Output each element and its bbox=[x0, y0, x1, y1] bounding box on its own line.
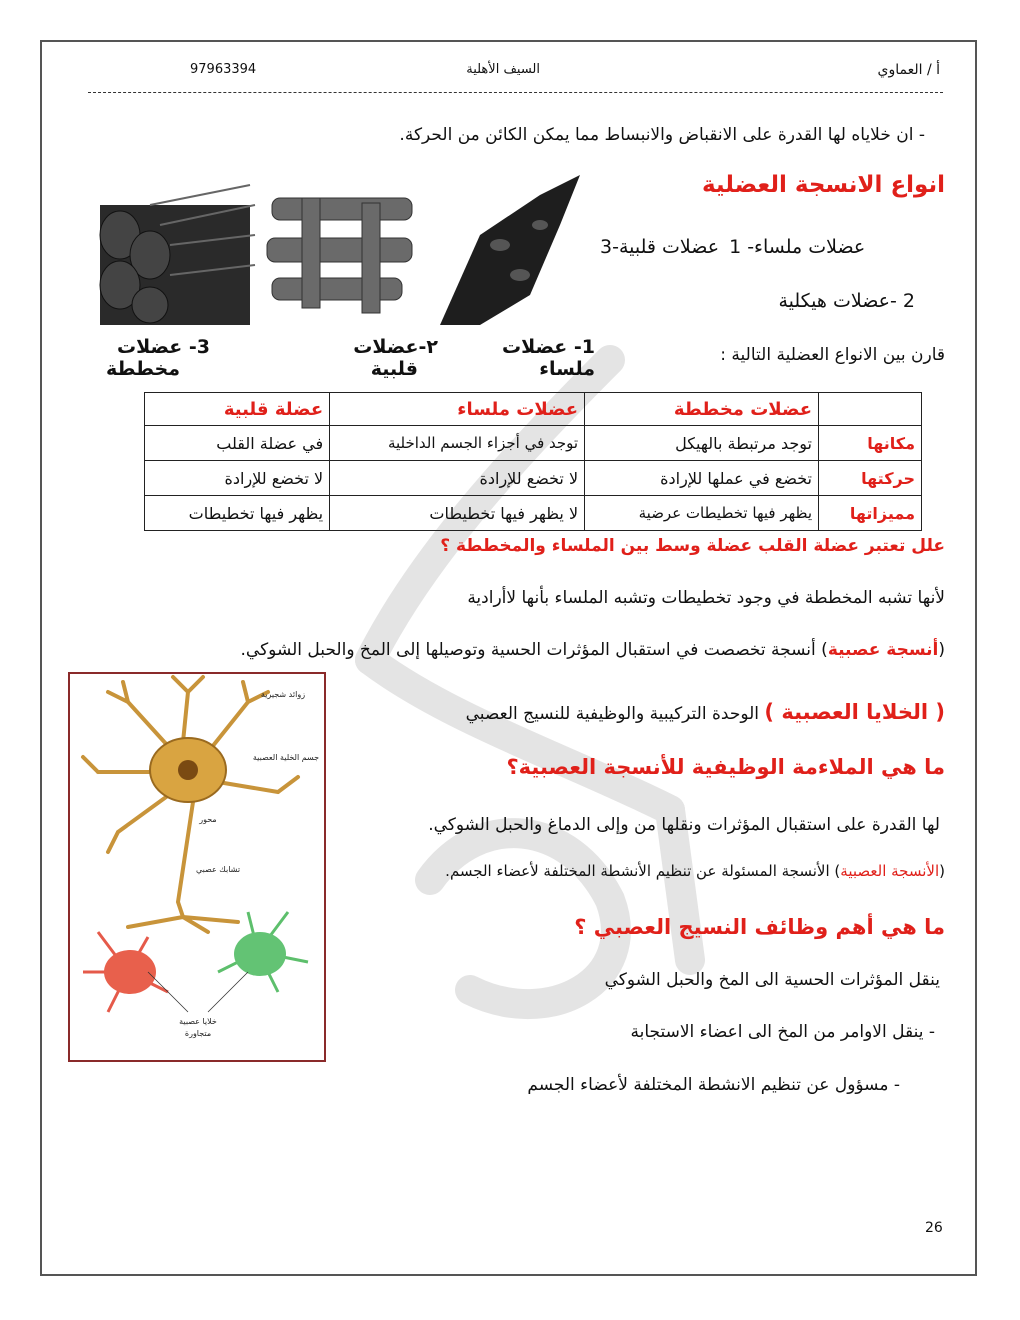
table-cell: يظهر فيها تخطيطات bbox=[145, 496, 330, 531]
col-header-smooth: عضلات ملساء bbox=[330, 393, 585, 426]
header-teacher: أ / العماوي bbox=[877, 62, 940, 78]
smooth-muscle-image bbox=[420, 175, 585, 335]
table-row bbox=[145, 461, 922, 496]
definition-nerve-cells: ( الخلايا العصبية ) الوحدة التركيبية والوظيفية للنسيج العصبي bbox=[465, 700, 945, 724]
muscle-type-line-1 bbox=[600, 236, 865, 258]
function-item-1: ينقل المؤثرات الحسية الى المخ والحبل الشوكي bbox=[604, 970, 940, 990]
label-cell-body: جسم الخلية العصبية bbox=[252, 753, 320, 762]
skeletal-muscle-image bbox=[90, 165, 260, 335]
table-cell: توجد مرتبطة بالهيكل bbox=[585, 426, 819, 461]
table-cell: تخضع في عملها للإرادة bbox=[585, 461, 819, 496]
caption-smooth: 1- عضلات ملساء bbox=[502, 336, 595, 380]
label-neighbor-cells: خلايا عصبية bbox=[179, 1017, 217, 1026]
table-cell: في عضلة القلب bbox=[145, 426, 330, 461]
table-header-row bbox=[145, 393, 922, 426]
definition-nervous-tissue-2: (الأنسجة العصبية) الأنسجة المسئولة عن تنظيم الأنشطة المختلفة لأعضاء الجسم. bbox=[445, 862, 945, 880]
definition-nervous-tissue: (أنسجة عصبية) أنسجة تخصصت في استقبال المؤثرات الحسية وتوصيلها إلى المخ والحبل الشوكي. bbox=[240, 640, 945, 660]
question-adaptation: ما هي الملاءمة الوظيفية للأنسجة العصبية؟ bbox=[506, 755, 945, 779]
row-label: مكانها bbox=[819, 426, 922, 461]
muscle-types-title: انواع الانسجة العضلية bbox=[701, 172, 945, 198]
col-header-cardiac: عضلة قلبية bbox=[145, 393, 330, 426]
type-skeletal: 2 -عضلات هيكلية bbox=[778, 290, 915, 312]
caption-skeletal: 3- عضلات مخططة bbox=[106, 336, 210, 380]
caption-cardiac: ٢-عضلات قلبية bbox=[353, 336, 438, 380]
table-row bbox=[145, 426, 922, 461]
type-cardiac: 3-عضلات قلبية bbox=[600, 236, 720, 258]
question-functions: ما هي أهم وظائف النسيج العصبي ؟ bbox=[574, 915, 945, 939]
header-phone: 97963394 bbox=[190, 62, 257, 77]
table-corner-cell bbox=[819, 393, 922, 426]
table-cell: توجد في أجزاء الجسم الداخلية bbox=[330, 426, 585, 461]
question-heart: علل تعتبر عضلة القلب عضلة وسط بين الملساء والمخططة ؟ bbox=[440, 536, 945, 556]
row-label: مميزاتها bbox=[819, 496, 922, 531]
neuron-image bbox=[68, 672, 326, 1062]
function-item-2: - ينقل الاوامر من المخ الى اعضاء الاستجابة bbox=[630, 1022, 935, 1042]
header-school: السيف الأهلية bbox=[466, 62, 540, 77]
label-axon: محور bbox=[199, 815, 217, 824]
type-smooth: 1 -عضلات ملساء bbox=[729, 236, 866, 258]
header-divider bbox=[88, 92, 943, 93]
intro-line: - ان خلاياه لها القدرة على الانقباض والانبساط مما يمكن الكائن من الحركة. bbox=[399, 125, 925, 145]
comparison-table bbox=[144, 392, 922, 531]
cardiac-muscle-image bbox=[262, 178, 417, 333]
row-label: حركتها bbox=[819, 461, 922, 496]
table-cell: يظهر فيها تخطيطات عرضية bbox=[585, 496, 819, 531]
page-number: 26 bbox=[925, 1220, 943, 1236]
col-header-skeletal: عضلات مخططة bbox=[585, 393, 819, 426]
table-cell: لا تخضع للإرادة bbox=[330, 461, 585, 496]
function-item-3: - مسؤول عن تنظيم الانشطة المختلفة لأعضاء الجسم bbox=[527, 1075, 900, 1095]
label-synapse: تشابك عصبي bbox=[195, 865, 241, 874]
table-row bbox=[145, 496, 922, 531]
label-dendrites: زوائد شجيرية bbox=[260, 690, 306, 699]
table-cell: لا تخضع للإرادة bbox=[145, 461, 330, 496]
answer-adaptation: لها القدرة على استقبال المؤثرات ونقلها من وإلى الدماغ والحبل الشوكي. bbox=[428, 815, 940, 835]
answer-heart: لأنها تشبه المخططة في وجود تخطيطات وتشبه الملساء بأنها لاأرادية bbox=[467, 588, 945, 608]
compare-prompt: قارن بين الانواع العضلية التالية : bbox=[720, 345, 945, 365]
table-cell: لا يظهر فيها تخطيطات bbox=[330, 496, 585, 531]
label-neighbor-cells-2: متجاورة bbox=[184, 1029, 212, 1038]
